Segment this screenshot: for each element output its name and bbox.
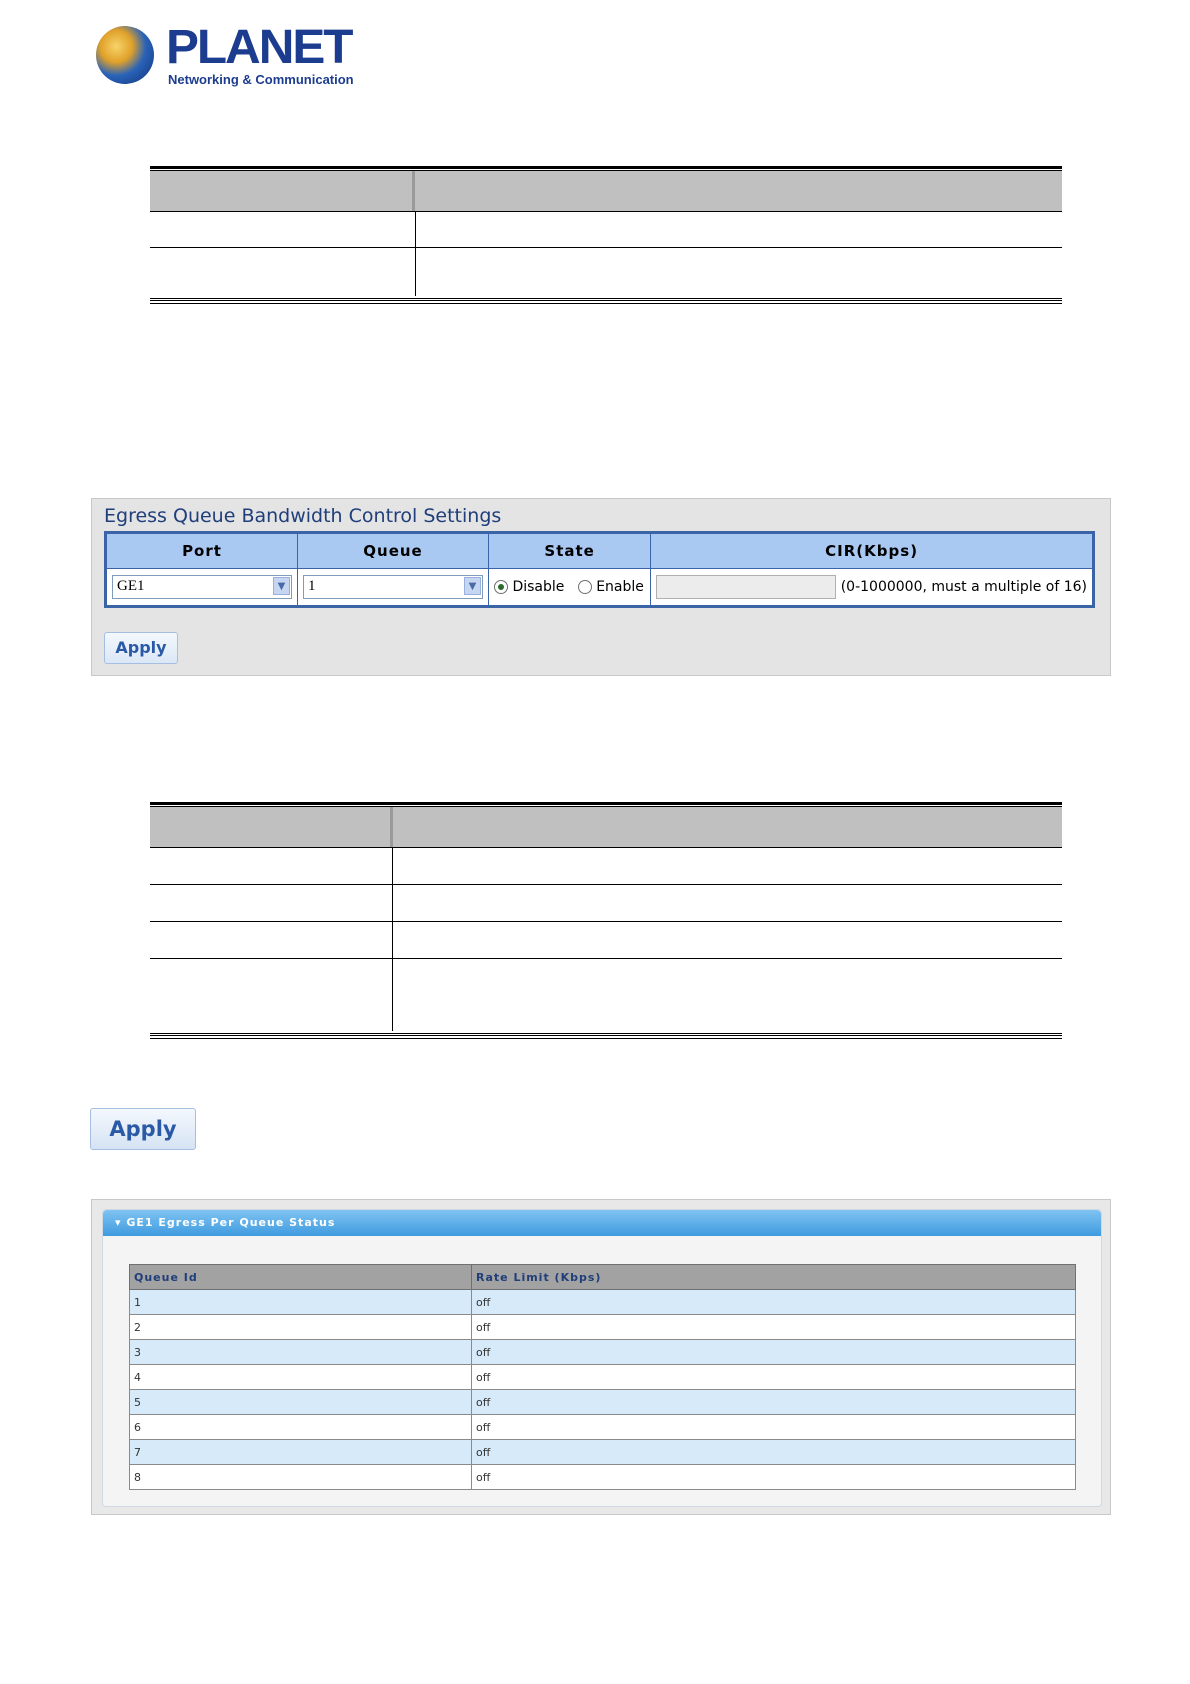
table-row [130,1315,1076,1340]
col-queue: Queue [298,533,489,569]
chevron-down-icon: ▼ [464,577,481,595]
chevron-down-icon: ▼ [273,577,290,595]
queue-id-cell: 1 [130,1290,472,1315]
rate-cell: off [472,1315,1076,1340]
col-state: State [489,533,651,569]
rate-cell: off [472,1340,1076,1365]
egress-queue-status-panel [91,1199,1111,1515]
state-enable-radio[interactable] [578,580,592,594]
panel-title: Egress Queue Bandwidth Control Settings [104,505,502,527]
logo-wordmark: PLANET [166,21,352,74]
cir-input[interactable] [656,575,836,599]
table-row [130,1365,1076,1390]
col-rate-limit: Rate Limit (Kbps) [472,1265,1076,1290]
queue-id-cell: 5 [130,1390,472,1415]
col-cir: CIR(Kbps) [651,533,1094,569]
queue-select-value: 1 [308,578,316,594]
port-select-value: GE1 [117,578,145,594]
table-row [130,1290,1076,1315]
queue-id-cell: 3 [130,1340,472,1365]
settings-apply-button[interactable]: Apply [104,632,178,664]
table-row [130,1415,1076,1440]
table-row [130,1390,1076,1415]
col-queue-id: Queue Id [130,1265,472,1290]
rate-cell: off [472,1465,1076,1490]
queue-id-cell: 7 [130,1440,472,1465]
collapse-icon[interactable]: ▾ [115,1216,122,1229]
state-enable-label: Enable [596,579,644,595]
status-table [129,1264,1076,1490]
status-title: GE1 Egress Per Queue Status [126,1216,336,1229]
description-table-1 [150,166,1062,304]
egress-queue-settings-panel [91,498,1111,676]
planet-logo [96,22,356,92]
status-bar[interactable] [103,1210,1101,1236]
cir-hint: (0-1000000, must a multiple of 16) [840,579,1087,595]
queue-id-cell: 4 [130,1365,472,1390]
apply-button[interactable]: Apply [90,1108,196,1150]
rate-cell: off [472,1415,1076,1440]
description-table-2 [150,802,1062,1039]
queue-id-cell: 6 [130,1415,472,1440]
rate-cell: off [472,1365,1076,1390]
settings-table [104,531,1095,608]
queue-id-cell: 8 [130,1465,472,1490]
col-port: Port [106,533,298,569]
logo-tagline: Networking & Communication [168,72,354,87]
table-row [130,1465,1076,1490]
state-disable-radio[interactable] [494,580,508,594]
queue-select[interactable] [303,575,483,599]
queue-id-cell: 2 [130,1315,472,1340]
rate-cell: off [472,1440,1076,1465]
rate-cell: off [472,1290,1076,1315]
state-disable-label: Disable [512,579,565,595]
rate-cell: off [472,1390,1076,1415]
globe-icon [96,26,154,84]
table-row [130,1340,1076,1365]
table-row [130,1440,1076,1465]
port-select[interactable] [112,575,292,599]
